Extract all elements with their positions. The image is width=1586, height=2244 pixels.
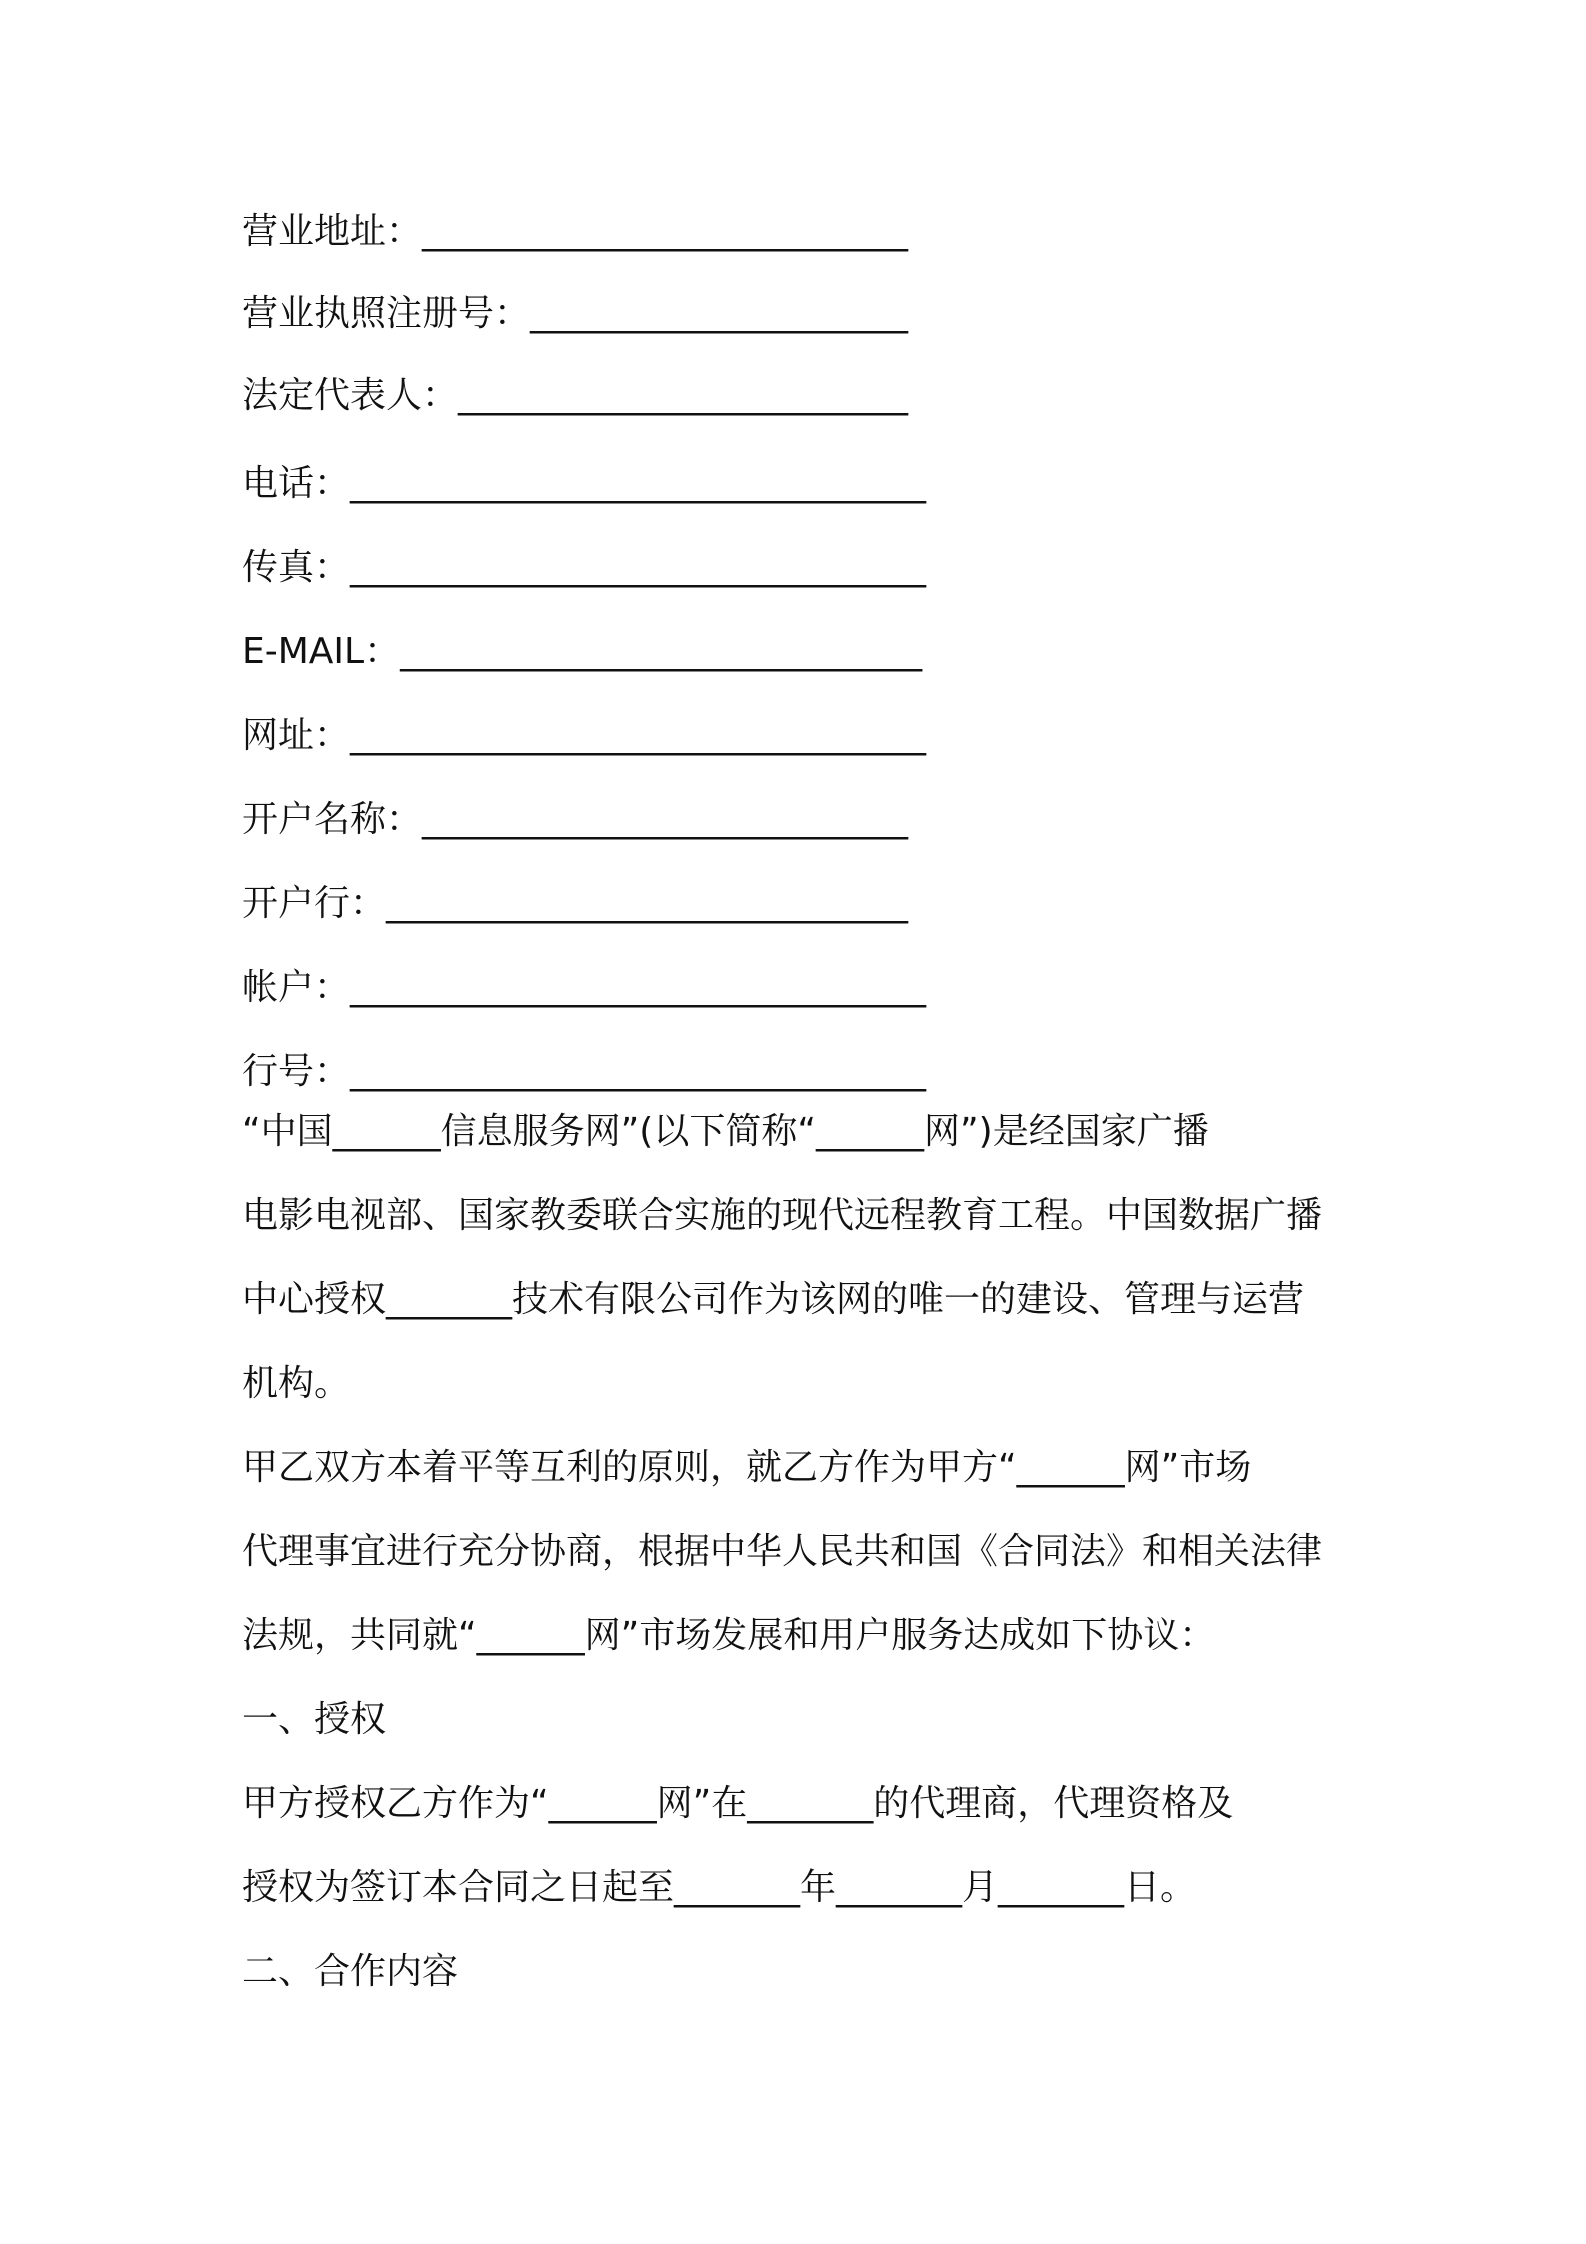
purpose-line: 代理事宜进行充分协商，根据中华人民共和国《合同法》和相关法律 [242, 1531, 1323, 1572]
purpose-line: 法规，共同就“______网”市场发展和用户服务达成如下协议： [242, 1615, 1216, 1656]
field-fax: 传真：________________________________ [242, 547, 927, 588]
field-account-name: 开户名称：___________________________ [242, 799, 909, 840]
section-authorization [242, 1678, 1233, 1930]
section-line: 授权为签订本合同之日起至_______年_______月_______日。 [242, 1867, 1197, 1908]
section-heading: 二、合作内容 [242, 1951, 459, 1992]
field-email: E-MAIL：_____________________________ [242, 631, 923, 672]
field-business-address: 营业地址：___________________________ [242, 211, 909, 252]
field-license-number: 营业执照注册号：_____________________ [242, 293, 909, 334]
field-bank: 开户行：_____________________________ [242, 883, 909, 924]
field-website: 网址：________________________________ [242, 715, 927, 756]
section-heading: 一、授权 [242, 1699, 387, 1740]
intro-line: 电影电视部、国家教委联合实施的现代远程教育工程。中国数据广播 [242, 1195, 1323, 1236]
field-legal-representative: 法定代表人：_________________________ [242, 375, 909, 416]
intro-line: “中国______信息服务网”(以下简称“______网”)是经国家广播 [242, 1111, 1209, 1152]
intro-paragraph [242, 1090, 1322, 1426]
intro-line: 机构。 [242, 1363, 351, 1404]
intro-line: 中心授权_______技术有限公司作为该网的唯一的建设、管理与运营 [242, 1279, 1305, 1320]
field-bank-code: 行号：________________________________ [242, 1051, 927, 1092]
purpose-paragraph [242, 1426, 1322, 1678]
section-line: 甲方授权乙方作为“______网”在_______的代理商，代理资格及 [242, 1783, 1234, 1824]
purpose-line: 甲乙双方本着平等互利的原则，就乙方作为甲方“______网”市场 [242, 1447, 1252, 1488]
field-phone: 电话：________________________________ [242, 463, 927, 504]
section-cooperation [242, 1930, 458, 2014]
field-account: 帐户：________________________________ [242, 967, 927, 1008]
